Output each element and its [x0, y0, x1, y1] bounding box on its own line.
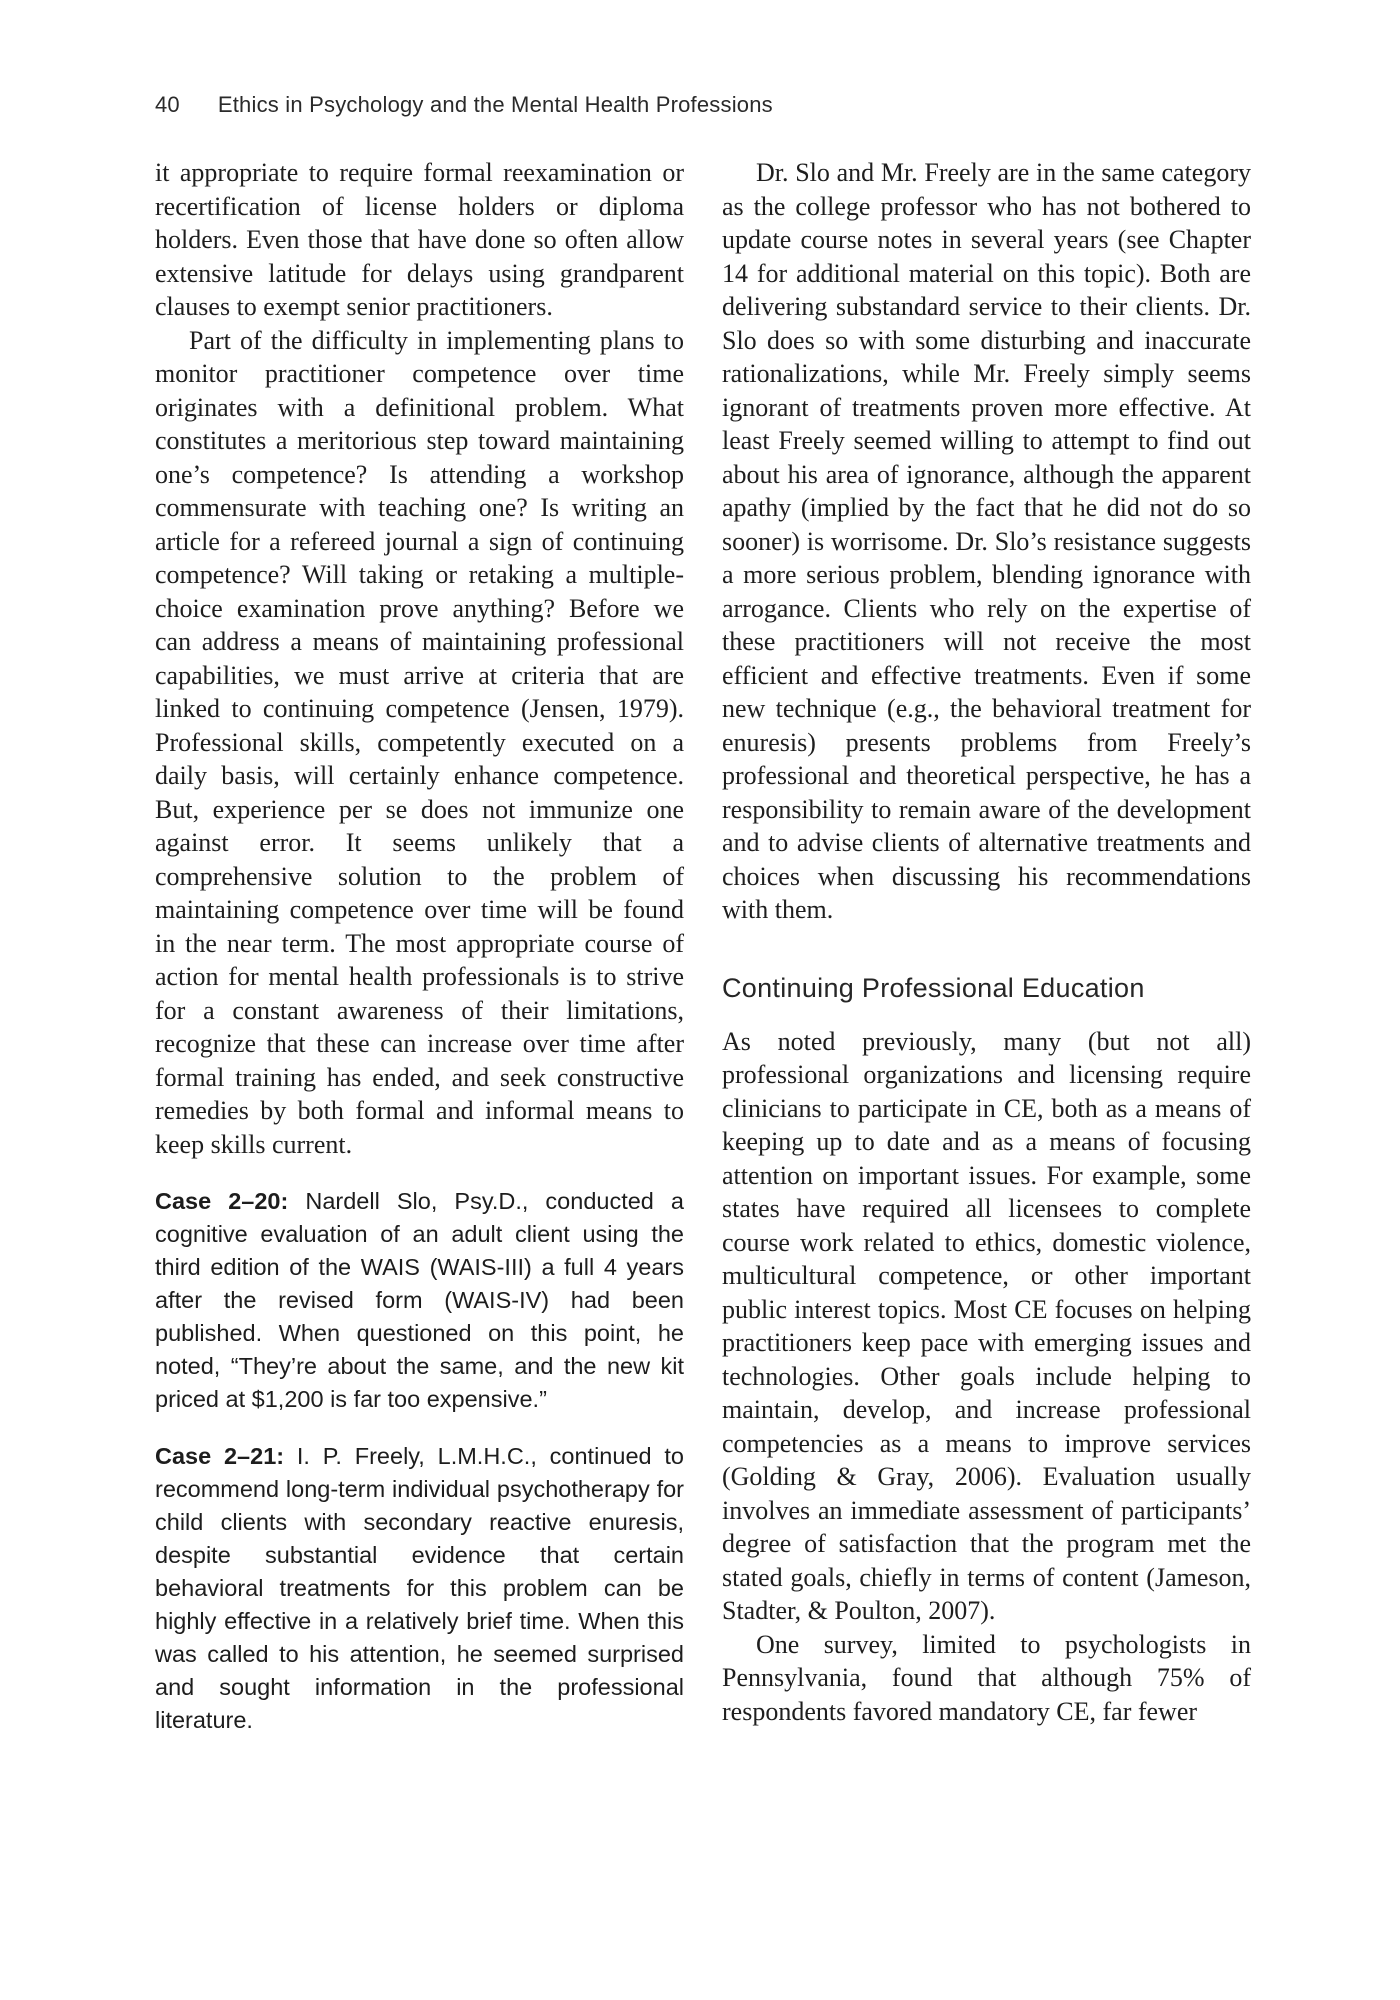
case-2-20-text: Nardell Slo, Psy.D., conducted a cognitive evaluation of an adult client using the third edition of the WAIS (WAIS-III) a full 4 years after the revised form (WAIS-IV) had been published. When questioned on this point, he noted, “They’re about the same, and the new kit priced at $1,200 is far too expensive.”: [155, 1188, 684, 1412]
body-paragraph: As noted previously, many (but not all) professional organizations and licensing require clinicians to participate in CE, both as a means of keeping up to date and as a means of focusing attention on important issues. For example, some states have required all licensees to complete course work related to ethics, domestic violence, multicultural competence, or other important public interest topics. Most CE focuses on helping practitioners keep pace with emerging issues and technologies. Other goals include helping to maintain, develop, and increase professional competencies as a means to improve services (Golding & Gray, 2006). Evaluation usually involves an immediate assessment of participants’ degree of satisfaction that the program met the stated goals, chiefly in terms of content (Jameson, Stadter, & Poulton, 2007).: [722, 1026, 1251, 1625]
case-2-20-label: Case 2–20:: [155, 1188, 289, 1214]
right-column: [722, 156, 1251, 1737]
text-columns: [155, 156, 1251, 1737]
body-paragraph-continues: One survey, limited to psychologists in Pennsylvania, found that although 75% of respondents favored mandatory CE, far fewer: [722, 1629, 1251, 1726]
body-paragraph: Dr. Slo and Mr. Freely are in the same category as the college professor who has not bothered to update course notes in several years (see Chapter 14 for additional material on this topic). Both are delivering substandard service to their clients. Dr. Slo does so with some disturbing and inaccurate rationalizations, while Mr. Freely simply seems ignorant of treatments proven more effective. At least Freely seemed willing to attempt to find out about his area of ignorance, although the apparent apathy (implied by the fact that he did not do so sooner) is worrisome. Dr. Slo’s resistance suggests a more serious problem, blending ignorance with arrogance. Clients who rely on the expertise of these practitioners will not receive the most efficient and effective treatments. Even if some new technique (e.g., the behavioral treatment for enuresis) presents problems from Freely’s professional and theoretical perspective, he has a responsibility to remain aware of the development and to advise clients of alternative treatments and choices when discussing his recommendations with them.: [722, 158, 1251, 924]
page-header: [155, 92, 773, 118]
left-column: [155, 156, 684, 1737]
case-2-21-text: I. P. Freely, L.M.H.C., continued to recommend long-term individual psychotherapy for child clients with secondary reactive enuresis, despite substantial evidence that certain behavioral treatments for this problem can be highly effective in a relatively brief time. When this was called to his attention, he seemed surprised and sought information in the professional literature.: [155, 1443, 684, 1733]
running-title: Ethics in Psychology and the Mental Health Professions: [217, 92, 773, 117]
section-heading: Continuing Professional Education: [722, 972, 1145, 1003]
body-paragraph-continued: it appropriate to require formal reexamination or recertification of license holders or diploma holders. Even those that have done so often allow extensive latitude for delays using grandparent clauses to exempt senior practitioners.: [155, 158, 684, 321]
case-2-21-label: Case 2–21:: [155, 1443, 285, 1469]
body-paragraph: Part of the difficulty in implementing plans to monitor practitioner competence over time originates with a definitional problem. What constitutes a meritorious step toward maintaining one’s competence? Is attending a workshop commensurate with teaching one? Is writing an article for a refereed journal a sign of continuing competence? Will taking or retaking a multiple-choice examination prove anything? Before we can address a means of maintaining professional capabilities, we must arrive at criteria that are linked to continuing competence (Jensen, 1979). Professional skills, competently executed on a daily basis, will certainly enhance competence. But, experience per se does not immunize one against error. It seems unlikely that a comprehensive solution to the problem of maintaining competence over time will be found in the near term. The most appropriate course of action for mental health professionals is to strive for a constant awareness of their limitations, recognize that these can increase over time after formal training has ended, and seek constructive remedies by both formal and informal means to keep skills current.: [155, 325, 684, 1159]
case-2-21: [155, 1440, 684, 1737]
case-2-20: [155, 1185, 684, 1416]
page-number: 40: [155, 92, 180, 117]
